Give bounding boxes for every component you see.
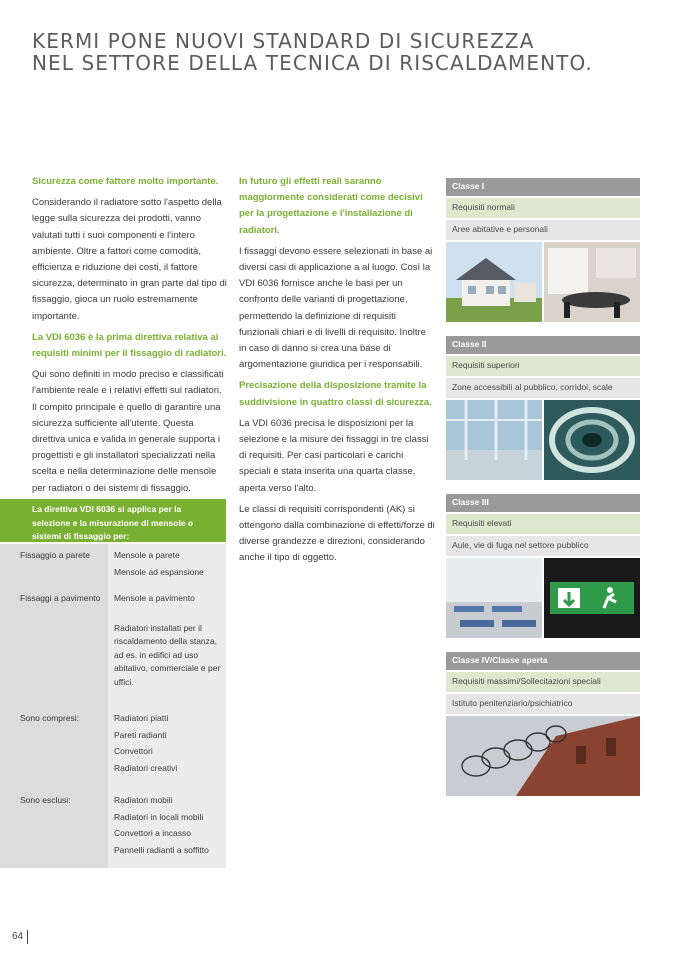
row-value: Convettori [114,746,153,756]
section-heading: Sicurezza come fattore molto importante. [32,176,219,187]
text-column-middle [239,174,435,572]
row-value: Radiatori in locali mobili [114,811,204,822]
staircase-photo [544,400,640,480]
row-value: Radiatori creativi [114,762,178,773]
paragraph: Le classi di requisiti corrispondenti (AK) si ottengono dalla combinazione di effetti/forze di diverse grandezze e direzioni, considerando anche il tipo di oggetto. [239,503,435,564]
office-photo [544,242,640,322]
section-heading: La VDI 6036 è la prima direttiva relativa ai requisiti minimi per il fissaggio di radiatori. [32,331,227,360]
row-label: Sono esclusi: [0,786,108,868]
class-card [446,494,640,638]
row-values [108,614,226,705]
class-name: Classe I [446,178,640,196]
row-values [108,544,226,587]
class-name: Classe IV/Classe aperta [446,652,640,670]
class-area: Aree abitative e personali [446,220,640,240]
table-row [0,786,226,868]
row-label: Sono compresi: [0,704,108,786]
table-row [0,704,226,786]
row-label: Fissaggio a parete [0,544,108,587]
table-row [0,544,226,587]
row-values [108,587,226,614]
table-row [0,587,226,614]
table-header: La direttiva VDI 6036 si applica per la selezione e la misurazione di mensole o sistemi di fissaggio per: [0,499,226,542]
page-title [32,30,652,74]
title-line-2: NEL SETTORE DELLA TECNICA DI RISCALDAMENTO. [32,51,593,75]
paragraph: Qui sono definiti in modo preciso e classificati l'ambiente reale e i relativi effetti sui radiatori. Il compito principale è quello di garantire una sicurezza sufficiente all'utente. Questa direttiva unica e valida in generale supporta i progettisti e gli installatori specializzati nella scelta e nella determinazione delle mensole per radiatori o dei sistemi di fissaggio. [32,369,224,494]
paragraph: I fissaggi devono essere selezionati in base ai diversi casi di applicazione a al luogo. Così la VDI 6036 fornisce anche le basi per un confronto delle varianti di progettazione, permettendo la definizione di requisiti funzionali chiari e di livelli di requisito. Inoltre in caso di danno si crea una base di argomentazione giuridica per i responsabili. [239,245,433,371]
row-label [0,614,108,705]
exit-sign-photo [544,558,640,638]
safety-classes [446,178,640,810]
class-area: Aule, vie di fuga nel settore pubblico [446,536,640,556]
class-requirement: Requisiti superiori [446,356,640,376]
row-label: Fissaggi a pavimento [0,587,108,614]
row-value: Pareti radianti [114,729,167,740]
row-value: Radiatori mobili [114,795,173,805]
paragraph: La VDI 6036 precisa le disposizioni per la selezione e la misure dei fissaggi in tre classi di requisiti. Per casi particolari e carichi speciali è stata inserita una quarta classe, aperta verso l'alto. [239,417,429,494]
scope-table [0,499,226,868]
hall-photo [446,400,542,480]
class-requirement: Requisiti massimi/Sollecitazioni speciali [446,672,640,692]
text-column-left [32,174,228,502]
section-heading: Precisazione della disposizione tramite la suddivisione in quattro classi di sicurezza. [239,380,432,408]
prison-photo [446,716,640,796]
row-values [108,786,226,868]
classroom-photo [446,558,542,638]
section-heading: In futuro gli effetti reali saranno maggiormente considerati come decisivi per la progettazione e l'installazione di radiatori. [239,176,423,236]
class-name: Classe II [446,336,640,354]
house-photo [446,242,542,322]
row-value: Pannelli radianti a soffitto [114,844,209,855]
class-area: Zone accessibili al pubblico, corridoi, scale [446,378,640,398]
class-card [446,336,640,480]
class-area: Istituto penitenziario/psichiatrico [446,694,640,714]
class-name: Classe III [446,494,640,512]
row-values [108,704,226,786]
class-requirement: Requisiti elevati [446,514,640,534]
row-value: Radiatori piatti [114,713,169,723]
row-value: Convettori a incasso [114,828,192,838]
row-value: Mensole ad espansione [114,566,204,577]
page-number: 64 [12,930,28,944]
class-requirement: Requisiti normali [446,198,640,218]
table-row [0,614,226,705]
class-card [446,178,640,322]
class-card [446,652,640,796]
paragraph: Considerando il radiatore sotto l'aspetto della legge sulla sicurezza dei prodotti, vanno valutati tutti i suoi componenti e l'intero ambiente. Oltre a fattori come comodità, efficienza e riduzione dei costi, il fattore sicurezza, determinato in gran parte dal tipo di fissaggio, gioca un ruolo estremamente importante. [32,197,227,322]
row-value: Radiatori installati per il riscaldamento della stanza, ad es. in edifici ad uso abitativo, commerciale e per uffici. [114,622,221,687]
title-line-1: KERMI PONE NUOVI STANDARD DI SICUREZZA [32,29,535,53]
row-value: Mensole a parete [114,550,180,560]
row-value: Mensole a pavimento [114,593,195,603]
